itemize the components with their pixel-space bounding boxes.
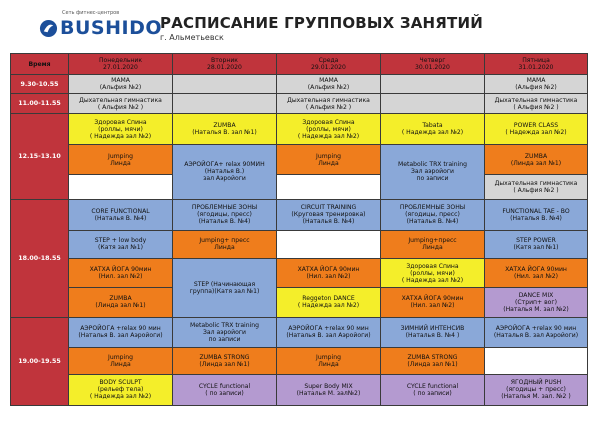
- class-cell: [173, 145, 277, 200]
- schedule-row: [11, 259, 588, 288]
- class-cell-line: (роллы, мячи): [98, 125, 143, 133]
- class-cell-line: ( Надежда зал №2): [89, 132, 152, 140]
- class-cell: [381, 317, 485, 347]
- class-cell: [485, 259, 588, 288]
- class-cell-line: АЭРОЙОГА +relax 90 мин: [495, 325, 577, 333]
- brand-tagline: Сеть фитнес-центров: [62, 10, 120, 16]
- class-cell: [381, 259, 485, 288]
- class-cell-line: (рельеф тела): [97, 386, 144, 394]
- class-cell-line: STEP POWER: [516, 237, 556, 245]
- class-cell-line: (Альфия №2): [99, 84, 142, 92]
- class-cell-line: Дыхательная гимнастика: [79, 96, 162, 104]
- empty-cell: [381, 94, 485, 113]
- header-row: [11, 54, 588, 75]
- class-cell-line: АЭРОЙОГА +relax 90 мин: [288, 325, 369, 333]
- class-cell-line: ( Альфия №2 ): [97, 103, 144, 111]
- class-cell-line: (Наталья В. зал №1): [192, 129, 257, 136]
- bushido-logo-icon: [39, 19, 58, 38]
- class-cell-line: (роллы, мячи): [306, 125, 351, 133]
- class-cell-line: (Нил. зал №2): [98, 273, 143, 281]
- class-cell-line: Линда: [110, 360, 131, 368]
- schedule-row: [11, 145, 588, 175]
- class-cell-line: ХАТХА ЙОГА 90мин: [505, 266, 567, 274]
- class-cell-line: ХАТХА ЙОГА 90мин: [297, 266, 360, 274]
- class-cell: [173, 199, 277, 230]
- class-cell-line: группа)(Катя зал №1): [189, 287, 260, 295]
- class-cell: [69, 199, 173, 230]
- class-cell-line: Jumping: [316, 152, 341, 160]
- class-cell: [173, 259, 277, 317]
- time-slot: 11.00-11.55: [11, 94, 69, 113]
- class-cell: [485, 287, 588, 317]
- class-cell-line: CYCLE functional: [406, 382, 459, 390]
- schedule-row: [11, 199, 588, 230]
- class-cell-line: CIRCUIT TRAINING: [300, 204, 357, 212]
- class-cell-line: (Нил. зал №2): [306, 273, 351, 281]
- class-cell: [69, 317, 173, 347]
- time-slot: 9.30-10.55: [11, 75, 69, 94]
- class-cell-line: ZUMBA STRONG: [199, 353, 250, 361]
- class-cell: [381, 199, 485, 230]
- page-subtitle: г. Альметьевск: [160, 33, 224, 42]
- class-cell-line: (Катя зал №1): [513, 244, 559, 252]
- class-cell-line: зал Аэройоги: [203, 175, 246, 183]
- class-cell: [69, 75, 173, 94]
- class-cell: [485, 230, 588, 259]
- class-cell: [69, 113, 173, 144]
- class-cell: [485, 113, 588, 144]
- class-cell-line: ( Альфия №2 ): [305, 103, 352, 111]
- class-cell-line: Super Body MIX: [304, 382, 353, 390]
- class-cell-line: (Катя зал №1): [98, 244, 143, 252]
- class-cell-line: (Альфия №2): [307, 84, 350, 92]
- class-cell-line: (Наталья В. №4): [406, 218, 459, 226]
- class-cell-line: по записи: [208, 335, 241, 343]
- class-cell-line: (Наталья М. зал. №2 ): [501, 393, 571, 401]
- class-cell-line: Tabata: [422, 122, 443, 129]
- class-cell-line: ХАТХА ЙОГА 90мин: [401, 295, 464, 303]
- class-cell: [69, 347, 173, 374]
- class-cell-line: ( Надежда зал №2): [297, 132, 360, 140]
- empty-cell: [381, 75, 485, 94]
- class-cell-line: STEP (Начинающая: [193, 280, 256, 288]
- class-cell-line: Зал аэройоги: [203, 328, 246, 336]
- class-cell-line: (Наталья В.): [204, 168, 245, 176]
- page-title: РАСПИСАНИЕ ГРУППОВЫХ ЗАНЯТИЙ: [160, 14, 483, 32]
- schedule-row: [11, 94, 588, 113]
- class-cell-line: ( Альфия №2 ): [513, 103, 559, 111]
- class-cell-line: Здоровая Спина: [406, 262, 459, 270]
- class-cell-line: по записи: [416, 175, 449, 183]
- class-cell-line: Metabolic TRX training: [397, 161, 468, 169]
- class-cell-line: (Нил. зал №2): [410, 302, 455, 310]
- empty-cell: [69, 174, 173, 199]
- class-cell-line: (Наталья В. №4): [94, 214, 147, 222]
- time-slot: 18.00-18.55: [11, 199, 69, 317]
- schedule-row: [11, 374, 588, 405]
- class-cell: [277, 113, 381, 144]
- class-cell: [485, 317, 588, 347]
- class-cell-line: ( Надежда зал №2): [401, 129, 464, 136]
- schedule-row: [11, 317, 588, 347]
- class-cell-line: Линда: [110, 159, 131, 167]
- class-cell-line: CORE FUNCTIONAL: [91, 207, 150, 215]
- class-cell-line: (Наталья В. зал Аэройоги): [78, 332, 163, 340]
- class-cell: [69, 145, 173, 175]
- class-cell-line: Зал аэройоги: [411, 168, 454, 176]
- class-cell-line: ( Надежда зал №2): [401, 276, 464, 284]
- class-cell-line: ( Надежда зал №2): [89, 393, 152, 401]
- class-cell-line: DANCE MIX: [518, 291, 554, 299]
- class-cell-line: POWER CLASS: [513, 122, 559, 129]
- schedule-row: [11, 113, 588, 144]
- class-cell: [277, 347, 381, 374]
- schedule-row: [11, 347, 588, 374]
- class-cell-line: ( Надежда зал №2): [297, 302, 360, 310]
- class-cell: [381, 113, 485, 144]
- class-cell: [69, 259, 173, 288]
- class-cell: [485, 199, 588, 230]
- class-cell-line: ХАТХА ЙОГА 90мин: [89, 266, 152, 274]
- class-cell-line: (Наталья М. зал№2): [296, 389, 361, 397]
- empty-cell: [173, 75, 277, 94]
- class-cell: [381, 145, 485, 200]
- class-cell-line: (Наталья В. №4): [302, 218, 355, 226]
- class-cell-line: МАМА: [111, 77, 130, 85]
- class-cell-line: ( Надежда зал №2): [505, 129, 567, 136]
- class-cell: [277, 199, 381, 230]
- class-cell: [277, 317, 381, 347]
- class-cell-line: Дыхательная гимнастика: [494, 96, 578, 104]
- schedule-row: [11, 174, 588, 199]
- class-cell-line: Линда: [318, 360, 339, 368]
- class-cell: [485, 145, 588, 175]
- class-cell: [173, 113, 277, 144]
- class-cell-line: ( по записи): [413, 389, 452, 397]
- class-cell: [69, 94, 173, 113]
- schedule-row: [11, 287, 588, 317]
- class-cell-line: ПРОБЛЕМНЫЕ ЗОНЫ: [191, 204, 258, 212]
- class-cell-line: STEP + low body: [94, 237, 147, 245]
- class-cell-line: Jumping+ пресс: [199, 237, 250, 245]
- class-cell-line: ZUMBA STRONG: [407, 353, 458, 361]
- day-header-friday: Пятница 31.01.2020: [485, 54, 588, 75]
- class-cell: [381, 374, 485, 405]
- schedule-row: [11, 75, 588, 94]
- class-cell-line: (ягодицы + пресс): [506, 386, 566, 394]
- class-cell-line: CYCLE functional: [198, 382, 251, 390]
- class-cell-line: (Стрип+ вог): [515, 298, 557, 306]
- class-cell-line: АЭРОЙОГА+ relax 90МИН: [184, 161, 265, 169]
- class-cell-line: (Круговая тренировка): [291, 211, 366, 219]
- class-cell-line: ( по записи): [205, 389, 244, 397]
- class-cell: [381, 230, 485, 259]
- class-cell-line: (ягодицы, пресс): [405, 211, 460, 219]
- schedule-table: [10, 53, 588, 406]
- class-cell-line: (роллы, мячи): [410, 269, 455, 277]
- class-cell: [485, 94, 588, 113]
- class-cell-line: (Линда зал №1): [407, 360, 458, 368]
- class-cell-line: Линда: [422, 244, 443, 252]
- time-slot: 12.15-13.10: [11, 113, 69, 199]
- day-header-tuesday: Вторник 28.01.2020: [173, 54, 277, 75]
- class-cell: [173, 374, 277, 405]
- class-cell: [173, 230, 277, 259]
- day-header-monday: Понедельник 27.01.2020: [69, 54, 173, 75]
- class-cell-line: Reggeton DANCE: [302, 295, 355, 303]
- class-cell-line: ЗИМНИЙ ИНТЕНСИВ: [400, 325, 465, 333]
- time-slot: 19.00-19.55: [11, 317, 69, 405]
- class-cell-line: (Альфия №2): [515, 84, 557, 92]
- class-cell-line: АЭРОЙОГА +relax 90 мин: [80, 325, 161, 333]
- class-cell-line: Здоровая Спина: [302, 118, 355, 126]
- empty-cell: [277, 174, 381, 199]
- class-cell: [69, 287, 173, 317]
- class-cell: [277, 287, 381, 317]
- class-cell: [69, 230, 173, 259]
- class-cell: [277, 94, 381, 113]
- class-cell-line: (ягодицы, пресс): [197, 211, 252, 219]
- class-cell-line: ( Альфия №2 ): [513, 186, 559, 194]
- empty-cell: [173, 94, 277, 113]
- class-cell-line: (Нил. зал №2): [513, 273, 559, 281]
- class-cell: [485, 75, 588, 94]
- class-cell: [381, 347, 485, 374]
- class-cell-line: ПРОБЛЕМНЫЕ ЗОНЫ: [399, 204, 466, 212]
- day-header-wednesday: Среда 29.01.2020: [277, 54, 381, 75]
- class-cell-line: (Линда зал №1): [510, 159, 562, 167]
- class-cell: [277, 75, 381, 94]
- class-cell-line: Jumping: [108, 152, 133, 160]
- class-cell-line: (Наталья М. зал №2): [503, 305, 569, 313]
- class-cell: [277, 259, 381, 288]
- class-cell-line: Линда: [318, 159, 339, 167]
- class-cell-line: Jumping: [316, 353, 341, 361]
- class-cell-line: (Наталья В. №4 ): [405, 332, 460, 340]
- class-cell-line: ZUMBA: [109, 295, 132, 303]
- class-cell: [69, 374, 173, 405]
- day-header-thursday: Четверг 30.01.2020: [381, 54, 485, 75]
- class-cell-line: ZUMBA: [524, 152, 548, 160]
- class-cell-line: FUNCTIONAL TAE - BO: [502, 207, 570, 215]
- time-column-header: Время: [11, 54, 69, 75]
- class-cell-line: ЯГОДНЫЙ PUSH: [510, 379, 562, 387]
- class-cell-line: (Наталья В. №4): [198, 218, 251, 226]
- class-cell: [277, 145, 381, 175]
- brand-name: BUSHIDO: [60, 17, 162, 39]
- class-cell-line: Дыхательная гимнастика: [287, 96, 370, 104]
- schedule-row: [11, 230, 588, 259]
- class-cell-line: Здоровая Спина: [94, 118, 147, 126]
- class-cell-line: Jumping+пресс: [408, 237, 457, 245]
- brand-logo: [36, 8, 162, 48]
- class-cell: [277, 374, 381, 405]
- empty-cell: [485, 347, 588, 374]
- class-cell: [381, 287, 485, 317]
- class-cell-line: (Наталья В. зал Аэройоги): [286, 332, 371, 340]
- class-cell-line: ZUMBA: [213, 122, 236, 129]
- class-cell-line: (Наталья В. №4): [510, 214, 562, 222]
- class-cell: [485, 174, 588, 199]
- class-cell-line: (Наталья В. зал Аэройоги): [493, 332, 579, 340]
- class-cell: [173, 347, 277, 374]
- empty-cell: [277, 230, 381, 259]
- class-cell: [173, 317, 277, 347]
- class-cell-line: МАМА: [526, 77, 546, 85]
- class-cell-line: BODY SCULPT: [99, 379, 142, 387]
- class-cell-line: МАМА: [319, 77, 338, 85]
- class-cell-line: (Линда зал №1): [95, 302, 146, 310]
- class-cell-line: Линда: [214, 244, 235, 252]
- class-cell-line: Jumping: [108, 353, 133, 361]
- class-cell-line: Metabolic TRX training: [189, 321, 260, 329]
- class-cell: [485, 374, 588, 405]
- class-cell-line: (Линда зал №1): [199, 360, 250, 368]
- class-cell-line: Дыхательная гимнастика: [494, 179, 578, 187]
